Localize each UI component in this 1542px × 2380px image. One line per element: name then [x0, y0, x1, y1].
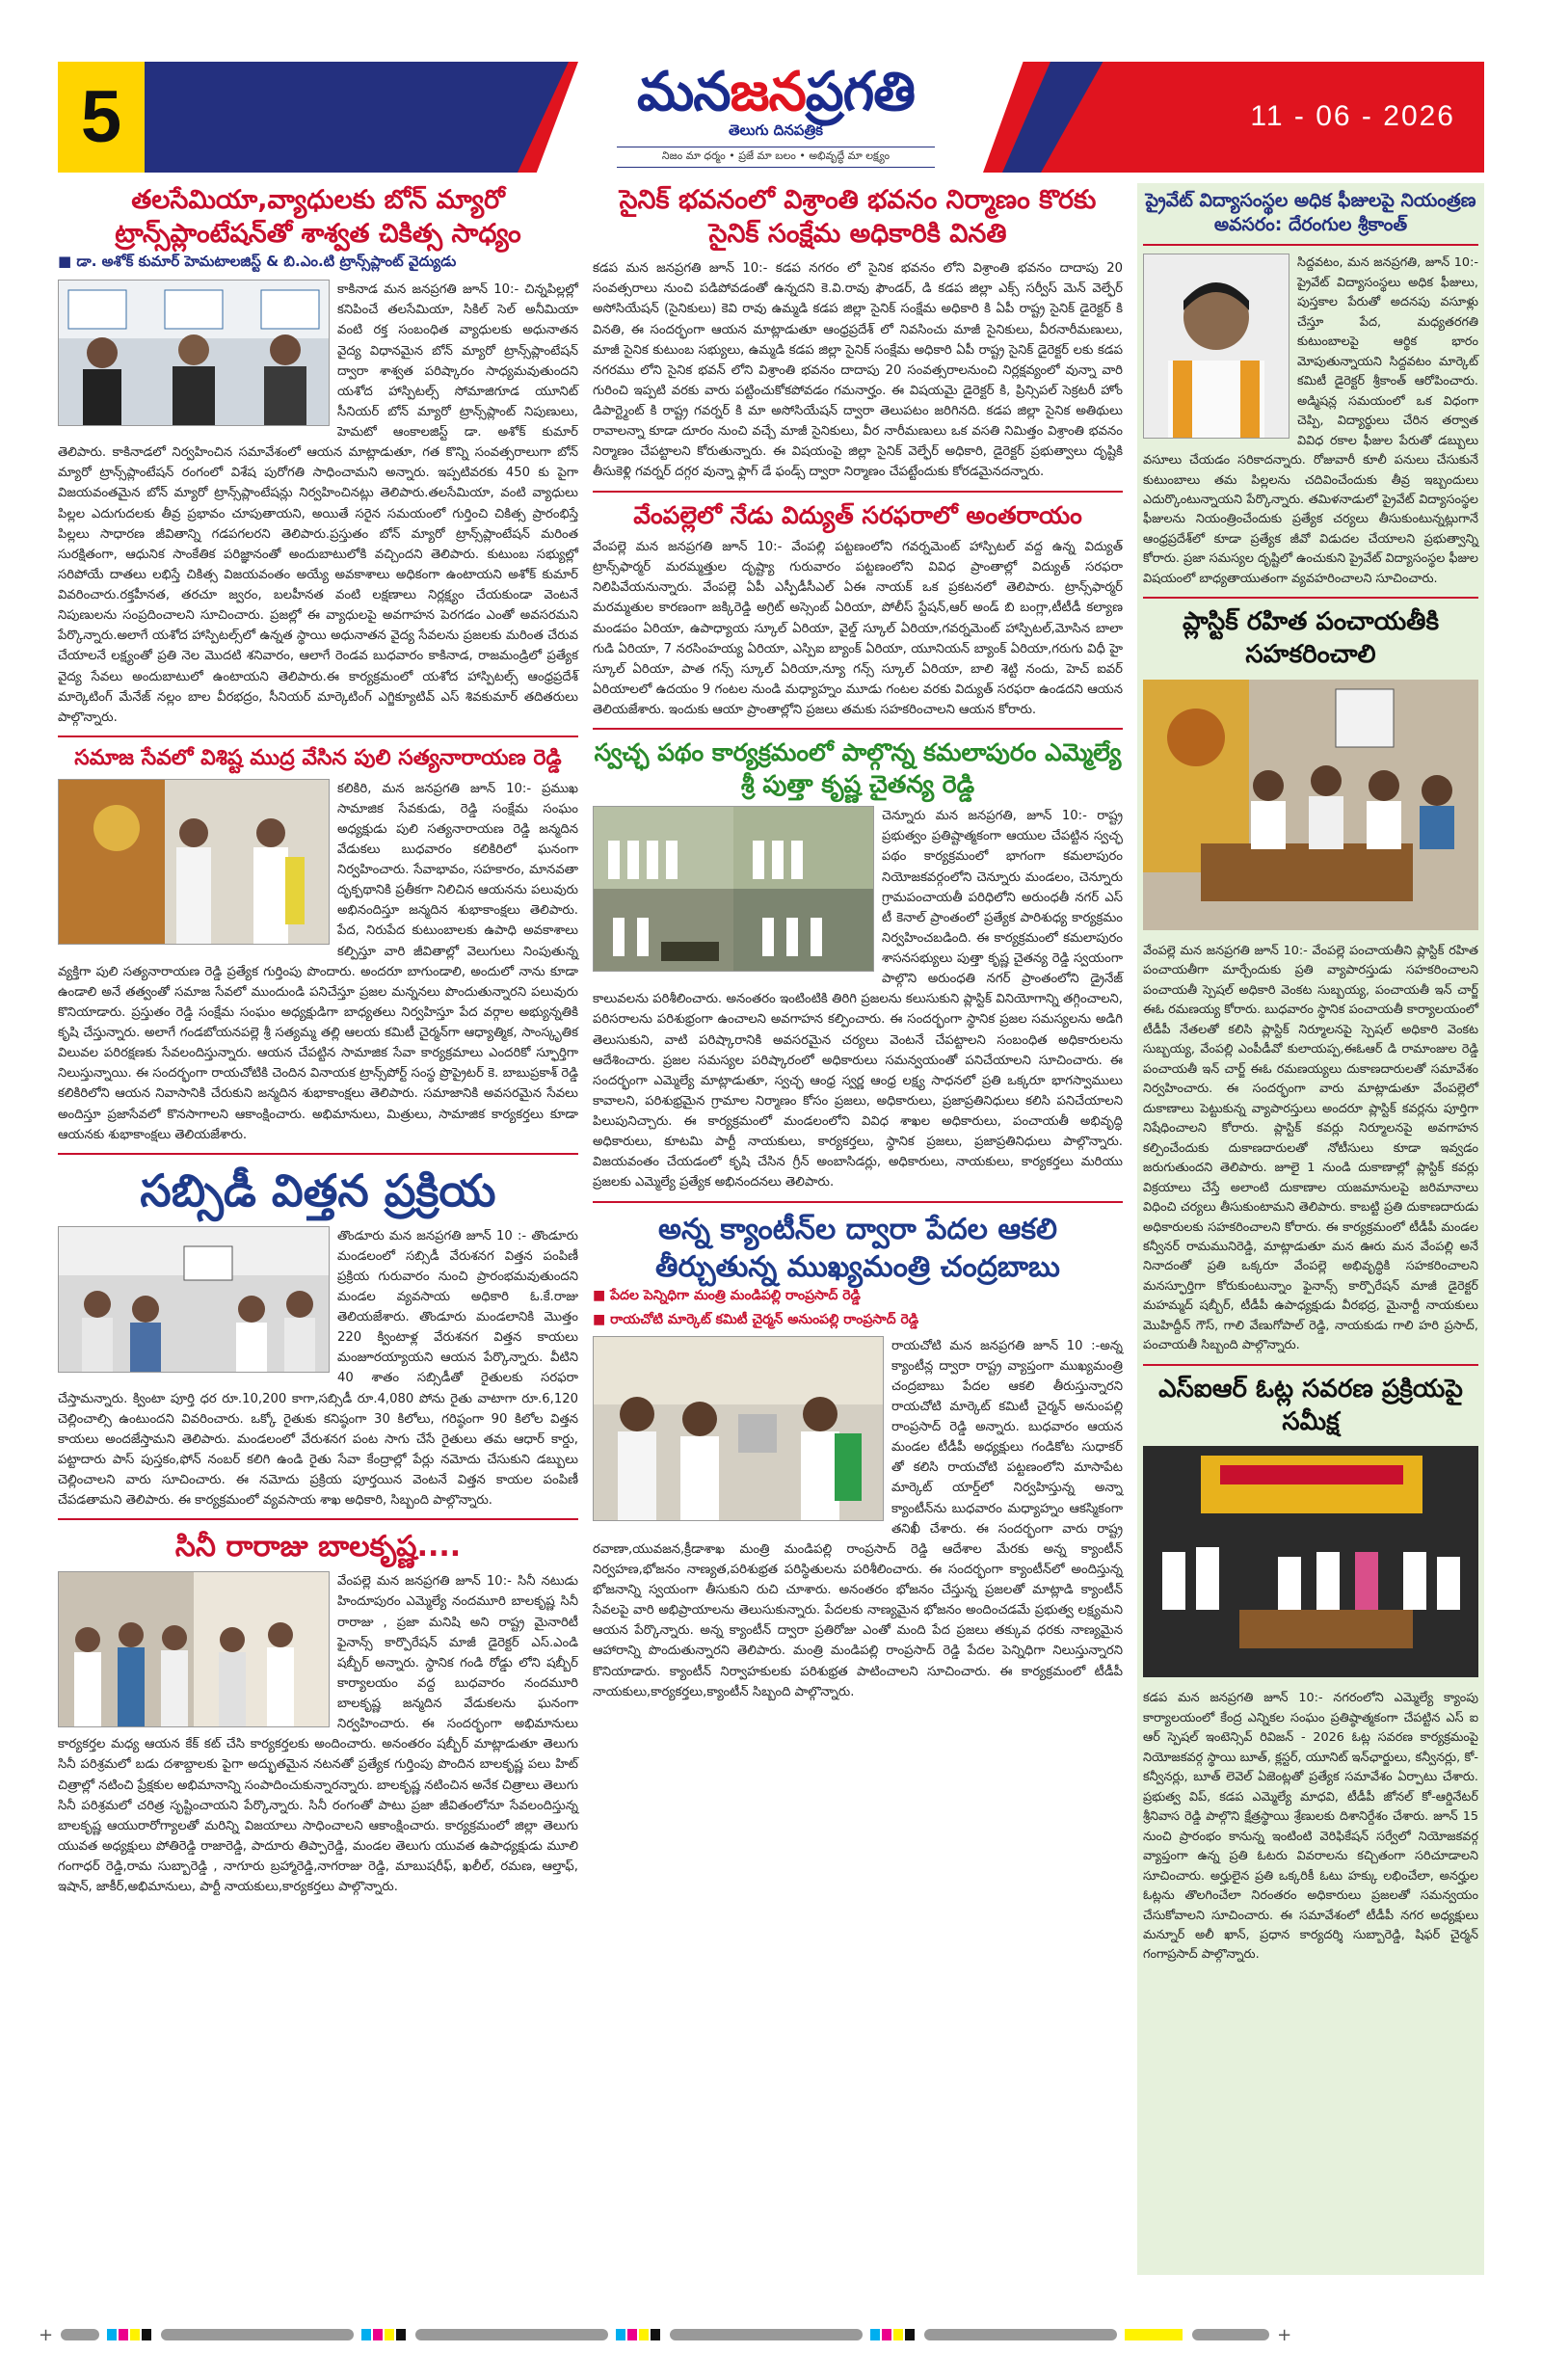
- headline-sainik: సైనిక్ భవనంలో విశ్రాంతి భవనం నిర్మాణం కొరకు సైనిక్ సంక్షేమ అధికారికి వినతి: [619, 185, 1097, 250]
- article-body-anna-canteen: రాయచోటి మన జనప్రగతి జూన్ 10 :-అన్న క్యాంటీన్ల ద్వారా రాష్ట్ర వ్యాప్తంగా ముఖ్యమంత్రి చంద్రబాబు పేదల ఆకలి తీరుస్తున్నారని రాయచోటి మార్కెట్ కమిటీ చైర్మన్ అనుంపల్లి రాంప్రసాద్ రెడ్డి అన్నారు. బుధవారం ఆయన మండల టీడీపీ అధ్యక్షులు గండికోట సుధాకర్ తో కలిసి రాయచోటి పట్టణంలోని మాసాపేట మార్కెట్ యార్డ్‌లో నిర్వహిస్తున్న అన్నా క్యాంటీన్‌ను బుధవారం మధ్యాహ్నం ఆకస్మికంగా తనిఖీ చేశారు. ఈ సందర్భంగా వారు రాష్ట్ర రవాణా,యువజన,క్రీడాశాఖ మంత్రి మండిపల్లి రాంప్రసాద్ రెడ్డి ఆదేశాల మేరకు అన్న క్యాంటీన్ నిర్వహణ,భోజనం నాణ్యత,పరిశుభ్రత పరిస్థితులను పరిశీలించారు. ఈ సందర్భంగా క్యాంటీన్‌లో అందిస్తున్న భోజనాన్ని స్వయంగా తీసుకుని రుచి చూశారు. అనంతరం భోజనం చేస్తున్న ప్రజలతో మాట్లాడి క్యాంటీన్ సేవలపై వారి అభిప్రాయాలను తెలుసుకున్నారు. పేదలకు నాణ్యమైన భోజనం అందించడమే ప్రభుత్వ లక్ష్యమని ఆయన పేర్కొన్నారు. అన్న క్యాంటీన్ ద్వారా ప్రతిరోజు ఎంతో మంది పేద ప్రజలు తక్కువ ధరకు నాణ్యమైన ఆహారాన్ని పొందుతున్నారని తెలిపారు. మంత్రి మండిపల్లి రాంప్రసాద్ రెడ్డి పేదల పెన్నిధిగా నిలుస్తున్నారని కొనియాడారు. క్యాంటీన్ నిర్వాహకులకు పరిశుభ్రత పాటించాలని సూచించారు. ఈ కార్యక్రమంలో టీడీపీ నాయకులు,కార్యకర్తలు,క్యాంటీన్ సిబ్బంది పాల్గొన్నారు.: [593, 1338, 1123, 1699]
- divider: [1143, 1364, 1478, 1366]
- headline-plastic: ప్లాస్టిక్ రహిత పంచాయతీకి సహకరించాలి: [1182, 607, 1440, 670]
- article-bone-marrow: [58, 280, 578, 728]
- article-swachh: [593, 806, 1123, 1192]
- magenta-swatch: [373, 2329, 383, 2340]
- gray-bar: [924, 2329, 1117, 2340]
- gray-bar: [61, 2329, 99, 2340]
- article-puli: [58, 779, 578, 1145]
- registration-cross-icon: +: [1277, 2324, 1292, 2345]
- canteen-inspection-photo: [593, 1336, 884, 1521]
- article-fees: [1143, 254, 1478, 589]
- press-meet-photo: [58, 280, 330, 426]
- gray-bar: [415, 2329, 608, 2340]
- cyan-swatch: [616, 2329, 625, 2340]
- yellow-swatch: [639, 2329, 649, 2340]
- print-registration-strip: [39, 2324, 1503, 2345]
- magenta-swatch: [627, 2329, 637, 2340]
- anna-canteen-bullet-1: ■ పేదల పెన్నిధిగా మంత్రి మండిపల్లి రాంప్రసాద్ రెడ్డి: [593, 1287, 861, 1303]
- headline-swachh: స్వచ్ఛ పథం కార్యక్రమంలో పాల్గొన్న కమలాపురం ఎమ్మెల్యే శ్రీ పుత్తా కృష్ణ చైతన్య రెడ్డి: [594, 738, 1122, 798]
- yellow-swatch: [385, 2329, 394, 2340]
- article-body-balakrishna: వేంపల్లె మన జనప్రగతి జూన్ 10:- సినీ నటుడు హిందూపురం ఎమ్మెల్యే నందమూరి బాలకృష్ణ సినీ రారాజు , ప్రజా మనిషి అని రాష్ట్ర మైనారిటీ ఫైనాన్స్ కార్పొరేషన్ మాజీ డైరెక్టర్ ఎస్.ఎండి షబ్బీర్ అన్నారు. స్థానిక గండి రోడ్డు లోని షబ్బీర్ కార్యాలయం వద్ద బుధవారం నందమూరి బాలకృష్ణ జన్మదిన వేడుకలను ఘనంగా నిర్వహించారు. ఈ సందర్భంగా అభిమానులు కార్యకర్తల మధ్య ఆయన కేక్ కట్ చేసి కార్యకర్తలకు అందించారు. అనంతరం షబ్బీర్ మాట్లాడుతూ తెలుగు సినీ పరిశ్రమలో బడు దశాబ్దాలకు పైగా అద్భుతమైన నటనతో ప్రత్యేక గుర్తింపు పొందిన బాలకృష్ణ పలు హిట్ చిత్రాల్లో నటించి ప్రేక్షకుల అభిమానాన్ని సంపాదించుకున్నారన్నారు. బాలకృష్ణ నటించిన అనేక చిత్రాలు తెలుగు సినీ పరిశ్రమలో చరిత్ర సృష్టించాయని పేర్కొన్నారు. సినీ రంగంతో పాటు ప్రజా జీవితంలోనూ సేవలందిస్తున్న బాలకృష్ణ ఆయురారోగ్యాలతో మరిన్ని విజయాలు సాధించాలని ఆకాంక్షించారు. కార్యక్రమంలో జిల్లా తెలుగు యువత అధ్యక్షులు పోతిరెడ్డి రాజారెడ్డి, పాదూరు తిప్పారెడ్డి, మండల తెలుగు యువత ఉపాధ్యక్షుడు మూలి గంగాధర్ రెడ్డి,రామ సుబ్బారెడ్డి , నాగూరు బ్రహ్మారెడ్డి,నాగరాజు రెడ్డి, మాబుషరీఫ్, ఖలీల్, రమణ, ఆల్తాఫ్, ఇషాన్, జాకీర్,అభిమానులు, పార్టీ నాయకులు,కార్యకర్తలు పాల్గొన్నారు.: [58, 1574, 578, 1895]
- yellow-swatch: [1125, 2329, 1183, 2340]
- article-body-subsidy: తొండూరు మన జనప్రగతి జూన్ 10 :- తొండూరు మండలంలో సబ్సిడీ వేరుశనగ విత్తన పంపిణీ ప్రక్రియ గురువారం నుంచి ప్రారంభమవుతుందని మండల వ్యవసాయ అధికారి ఓ.కే.రాజు తెలియజేశారు. తొండూరు మండలానికి మొత్తం 220 క్వింటాళ్ల వేరుశనగ విత్తన కాయలు మంజూరయ్యాయని ఆయన పేర్కొన్నారు. వీటిని 40 శాతం సబ్సిడీతో రైతులకు సరఫరా చేస్తామన్నారు. క్వింటా పూర్తి ధర రూ.10,200 కాగా,సబ్సిడీ రూ.4,080 పోను రైతు వాటాగా రూ.6,120 చెల్లించాల్సి ఉంటుందని వివరించారు. ఒక్కో రైతుకు కనిష్ఠంగా 30 కిలోలు, గరిష్ఠంగా 90 కిలోల విత్తన కాయలు అందజేస్తామని తెలిపారు. మండలంలో వేరుశనగ పంట సాగు చేసే రైతులు తమ ఆధార్ కార్డు, పట్టాదారు పాస్ పుస్తకం,ఫోన్ నంబర్ కలిగి ఉండి రైతు సేవా కేంద్రాల్లో పేర్లు నమోదు చేసుకుని డబ్బులు చెల్లించాలని వారు సూచించారు. ఈ నమోదు ప్రక్రియ పూర్తయిన వెంటనే విత్తన కాయల పంపిణీ చేపడతామని తెలిపారు. ఈ కార్యక్రమంలో వ్యవసాయ శాఖ అధికారి, సిబ్బంది పాల్గొన్నారు.: [58, 1228, 578, 1509]
- headline-balakrishna: సినీ రారాజు బాలకృష్ణ....: [174, 1530, 462, 1564]
- headline-sir: ఎస్ఐఆర్ ఓట్ల సవరణ ప్రక్రియపై సమీక్ష: [1158, 1374, 1463, 1436]
- logo-title-part2: జన: [730, 60, 806, 123]
- article-subsidy: [58, 1226, 578, 1511]
- divider: [593, 1201, 1123, 1203]
- logo-title-part3: ప్రగతి: [805, 60, 916, 123]
- magenta-swatch: [882, 2329, 891, 2340]
- black-swatch: [905, 2329, 915, 2340]
- gray-bar: [1192, 2329, 1269, 2340]
- plastic-meeting-photo: [1143, 680, 1478, 930]
- masthead-banner: [58, 62, 1484, 173]
- sir-meeting-photo-wrap: [1143, 1446, 1478, 1681]
- newspaper-logo: [593, 58, 959, 174]
- anna-canteen-bullet-2: ■ రాయచోటి మార్కెట్ కమిటీ చైర్మన్ అనుంపల్లి రాంప్రసాద్ రెడ్డి: [593, 1311, 919, 1327]
- logo-subtitle: తెలుగు దినపత్రిక: [729, 121, 823, 139]
- article-body-plastic: వేంపల్లె మన జనప్రగతి జూన్ 10:- వేంపల్లె పంచాయతీని ప్లాస్టిక్ రహిత పంచాయతీగా మార్చేందుకు ప్రతి వ్యాపారస్తుడు సహకరించాలని పంచాయతీ స్పెషల్ అధికారి వెంకట సుబ్బయ్య, పంచాయతీ ఇన్ చార్జ్ ఈఓ రమణయ్య కోరారు. బుధవారం స్థానిక పంచాయతీ కార్యాలయంలో టీడీపీ నేతలతో కలిసి ప్లాస్టిక్ నిర్మూలనపై స్పెషల్ అధికారి వెంకట సుబ్బయ్య, వేంపల్లి ఎంపీడీవో కులాయప్ప,ఈఓఆర్ డి రామాంజుల రెడ్డి పంచాయతీ ఇన్ చార్జ్ ఈఓ రమణయ్యలు దుకాణదారులతో సమావేశం నిర్వహించారు. ఈ సందర్భంగా వారు మాట్లాడుతూ వేంపల్లెలో దుకాణాలు పెట్టుకున్న వ్యాపారస్తులు అందరూ ప్లాస్టిక్ కవర్లను పూర్తిగా నిషేధించాలని కోరారు. ప్లాస్టిక్ కవర్లు నిర్మూలనపై అవగాహన కల్పించేందుకు దుకాణదారులతో నోటీసులు కూడా ఇవ్వడం జరుగుతుందని తెలిపారు. జూలై 1 నుండి దుకాణాల్లో ప్లాస్టిక్ కవర్లు విక్రయాలు చేస్తే అలాంటి దుకాణాల యజమానులపై జరిమానాలు విధించి చర్యలు తీసుకుంటామని తెలిపారు. కాబట్టి ప్రతి దుకాణదారుడు అధికారులకు సహకరించాలని కోరారు. ఈ కార్యక్రమంలో టీడీపీ మండల కన్వీనర్ రామమునిరెడ్డి, మాట్లాడుతూ మన ఊరు మన వేంపల్లి అనే నినాదంతో ప్రతి ఒక్కరూ వేంపల్లె అభివృద్ధికి సహకరించాలని మనస్ఫూర్తిగా కోరుకుంటున్నాం ఫైనాన్స్ కార్పొరేషన్ మాజీ డైరెక్టర్ మహమ్మద్ షబ్బీర్, టీడీపీ ఉపాధ్యక్షుడు వీరభద్ర, మైనార్టీ నాయకులు మొహిద్దీన్ గౌస్, గాలి వేణుగోపాల్ రెడ్డి, నాయకుడు గాలి హరి ప్రసాద్, పంచాయతీ సిబ్బంది పాల్గొన్నారు.: [1143, 943, 1478, 1353]
- article-body-puli: కలికిరి, మన జనప్రగతి జూన్ 10:- ప్రముఖ సామాజిక సేవకుడు, రెడ్డి సంక్షేమ సంఘం అధ్యక్షుడు పులి సత్యనారాయణ రెడ్డి జన్మదిన వేడుకలు బుధవారం కలికిరిలో ఘనంగా నిర్వహించారు. సేవాభావం, సహకారం, మానవతా దృక్పథానికి ప్రతీకగా నిలిచిన ఆయనను పలువురు అభినందిస్తూ జన్మదిన శుభాకాంక్షలు తెలిపారు. పేద, నిరుపేద కుటుంబాలకు ఉపాధి అవకాశాలు కల్పిస్తూ వారి జీవితాల్లో వెలుగులు నింపుతున్న వ్యక్తిగా పులి సత్యనారాయణ రెడ్డి ప్రత్యేక గుర్తింపు పొందారు. అందరూ బాగుండాలి, అందులో నాను కూడా ఉండాలి అనే తత్వంతో సమాజ సేవలో ముందుండి పనిచేస్తూ ప్రజల మన్ననలు పొందుతున్నారని పలువురు కొనియాడారు. ప్రస్తుతం రెడ్డి సంక్షేమ సంఘం అధ్యక్షుడిగా బాధ్యతలు నిర్వహిస్తూ పేద వర్గాల అభ్యున్నతికి కృషి చేస్తున్నారు. అలాగే గండబోయనపల్లె శ్రీ సత్యమ్మ తల్లి ఆలయ కమిటీ చైర్మన్‌గా ఆధ్యాత్మిక, సాంస్కృతిక విలువల పరిరక్షణకు సేవలందిస్తున్నారు. ఆయన చేపట్టిన సామాజిక సేవా కార్యక్రమాలు ఎందరికో స్ఫూర్తిగా నిలుస్తున్నాయి. ఈ సందర్భంగా రాయచోటికి చెందిన వినాయక ట్రాన్స్‌పోర్ట్ సంస్థ ప్రొప్రైటర్ కె. బాబుప్రకాశ్ రెడ్డి కలికిరిలోని ఆయన నివాసానికి చేరుకుని జన్మదిన శుభాకాంక్షలు తెలిపారు. సమాజానికి అవసరమైన సేవలు అందిస్తూ ప్రజాసేవలో కొనసాగాలని ఆకాంక్షించారు. అభిమానులు, మిత్రులు, సామాజిక కార్యకర్తలు కూడా ఆయనకు శుభాకాంక్షలు తెలియజేశారు.: [58, 781, 578, 1142]
- logo-title: [593, 58, 959, 125]
- article-anna-canteen: [593, 1336, 1123, 1702]
- gray-bar: [161, 2329, 354, 2340]
- column-middle: [593, 183, 1123, 1702]
- magenta-swatch: [119, 2329, 128, 2340]
- divider: [1143, 597, 1478, 599]
- page-number-box: [58, 62, 145, 173]
- sir-meeting-photo: [1143, 1446, 1478, 1677]
- headline-fees: ప్రైవేట్ విద్యాసంస్థల అధిక ఫీజులపై నియంత్రణ అవసరం: దేరంగుల శ్రీకాంత్: [1145, 190, 1476, 235]
- article-body-sainik: కడప మన జనప్రగతి జూన్ 10:- కడప నగరం లో సైనిక భవనం లోని విశ్రాంతి భవనం దాదాపు 20 సంవత్సరాలు నుంచి పడిపోవడంతో ఉన్నదని కె.వి.రావు ఫౌండర్, డి కడప జిల్లా ఎక్స్ సర్వీస్ మెన్ వెల్ఫేర్ అసోసియేషన్ (సైనికులు) కెవి రావు ఉమ్మడి కడప జిల్లా సైనిక్ సంక్షేమ అధికారి కి ఏపీ రాష్ట్ర సైనిక్ డైరెక్టర్ కి వినతి, ఈ సందర్భంగా ఆయన మాట్లాడుతూ ఆంధ్రప్రదేశ్ లో నివసించు మాజీ సైనికులు, వీరనారీమణులు, మాజీ సైనిక కుటుంబ సభ్యులు, ఉమ్మడి కడప జిల్లా సైనిక్ సంక్షేమ అధికారి ఏపీ రాష్ట్ర సైనిక్ డైరెక్టర్ లకు కడప నగరము లోని సైనిక భవన్ లోని విశ్రాంతి భవనం దాదాపు 20 సంవత్సరాలనుంచి నిర్లక్షవ్యంలో వున్నా వారి గురించి ఇప్పటి వరకు వారు పట్టించుకోకపోవడం గమనార్హం. ఈ విషయమై డైరెక్టర్ కి, ప్రిన్సిపల్ సెక్రటరీ హోం డిపార్ట్మెంట్ కి రాష్ట్ర గవర్నర్ కి మా అసోసియేషన్ ద్వారా తెలుపటం జరిగినది. కడప జిల్లా సైనిక అతిథులు రావాలన్నా కూడా దూరం నుంచి వచ్చే మాజీ సైనికులు, వీర నారీమణులు ఒక వసతి నిమిత్తం విశ్రాంతి భవనం నిర్మాణం చేపట్టాలని కోరుతున్నారు. ఈ విషయంపై జిల్లా సైనిక్ వెల్ఫేర్ అధికారి, డైరెక్టర్ ప్రభుత్వాలు దృష్టికి తీసుకెళ్లి గవర్నర్ దగ్గర వున్నా ఫ్లాగ్ డే ఫండ్స్ ద్వారా నిర్మాణం చేపట్టేందుకు కోరడమైనదన్నారు.: [593, 261, 1123, 480]
- logo-title-part1: మన: [636, 60, 731, 123]
- cake-cutting-photo: [58, 1571, 330, 1727]
- article-body-sir: కడప మన జనప్రగతి జూన్ 10:- నగరంలోని ఎమ్మెల్యే క్యాంపు కార్యాలయంలో కేంద్ర ఎన్నికల సంఘం ప్రతిష్ఠాత్మకంగా చేపట్టిన ఎస్ ఐ ఆర్ స్పెషల్ ఇంటెన్సివ్ రివిజన్ - 2026 ఓట్ల సవరణ కార్యక్రమంపై నియోజకవర్గ స్థాయి బూత్, క్లస్టర్, యూనిట్ ఇన్‌ఛార్జులు, కన్వీనర్లు, కో-కన్వీనర్లు, బూత్ లెవెల్ ఏజెంట్లతో ప్రత్యేక సమావేశం ఏర్పాటు చేశారు. ప్రభుత్వ విప్, కడప ఎమ్మెల్యే మాధవి, టీడీపీ జోనల్ కో-ఆర్డినేటర్ శ్రీనివాస రెడ్డి పాల్గొని క్షేత్రస్థాయి శ్రేణులకు దిశానిర్దేశం చేశారు. జూన్ 15 నుంచి ప్రారంభం కానున్న ఇంటింటి వెరిఫికేషన్ సర్వేలో నియోజకవర్గ వ్యాప్తంగా ఉన్న ప్రతి ఓటరు వివరాలను కచ్చితంగా సరిచూడాలని సూచించారు. అర్హులైన ప్రతి ఒక్కరికీ ఓటు హక్కు లభించేలా, అనర్హుల ఓట్లను తొలగించేలా నిరంతరం అధికారులు ప్రజలతో సమన్వయం చేసుకోవాలని సూచించారు. ఈ సమావేశంలో టీడీపీ నగర అధ్యక్షులు మన్నూర్ అలీ ఖాన్, ప్రధాన కార్యదర్శి సుబ్బారెడ్డి, షిఫర్ చైర్మన్ గంగాప్రసాద్ పాల్గొన్నారు.: [1143, 1691, 1478, 1963]
- divider: [58, 1153, 578, 1155]
- headline-puli: సమాజ సేవలో విశిష్ట ముద్ర వేసిన పులి సత్యనారాయణ రెడ్డి: [74, 745, 562, 770]
- byline-bone-marrow: ■ డా. అశోక్ కుమార్ హెమటాలజిస్ట్ & బి.ఎం.టి ట్రాన్స్‌ప్లాంట్ వైద్యుడు: [58, 253, 457, 271]
- registration-cross-icon: +: [39, 2324, 54, 2345]
- black-swatch: [651, 2329, 660, 2340]
- farmers-meeting-photo: [58, 1226, 330, 1373]
- yellow-swatch: [893, 2329, 903, 2340]
- article-balakrishna: [58, 1571, 578, 1897]
- cyan-swatch: [107, 2329, 117, 2340]
- birthday-felicitation-photo: [58, 779, 330, 945]
- divider: [58, 1518, 578, 1520]
- issue-date: 11 - 06 - 2026: [1250, 100, 1455, 132]
- article-body-bone-marrow: కాకినాడ మన జనప్రగతి జూన్ 10:- చిన్నపిల్లల్లో కనిపించే తలసేమియా, సికిల్ సెల్ అనీమియా వంటి రక్త సంబంధిత వ్యాధులకు అధునాతన వైద్య విధానమైన బోన్ మ్యారో ట్రాన్స్‌ప్లాంటేషన్ ద్వారా శాశ్వత పరిష్కారం సాధ్యమవుతుందని యశోద హాస్పిటల్స్ సోమాజిగూడ యూనిట్ సీనియర్ బోన్ మ్యారో ట్రాన్స్‌ప్లాంట్ నిపుణులు, హెమటో ఆంకాలజిస్ట్ డా. అశోక్ కుమార్ తెలిపారు. కాకినాడలో నిర్వహించిన సమావేశంలో ఆయన మాట్లాడుతూ, గత కొన్ని సంవత్సరాలుగా బోన్ మ్యారో ట్రాన్స్‌ప్లాంటేషన్ రంగంలో విశేష పురోగతి సాధించామని అన్నారు. ఇప్పటివరకు 450 కు పైగా విజయవంతమైన బోన్ మ్యారో ట్రాన్స్‌ప్లాంటేషన్లు నిర్వహించినట్లు తెలిపారు.తలసేమియా, వంటి వ్యాధులు పిల్లల ఎదుగుదలకు తీవ్ర ప్రభావం చూపుతాయని, అయితే సరైన సమయంలో గుర్తించి చికిత్స ప్రారంభిస్తే పిల్లలు సాధారణ జీవితాన్ని గడపగలరని తెలిపారు.ప్రస్తుతం బోన్ మ్యారో ట్రాన్స్‌ప్లాంటేషన్ మరింత సురక్షితంగా, ఆధునిక సాంకేతిక పరిజ్ఞానంతో అందుబాటులోకి వచ్చిందని తెలిపారు. కుటుంబ సభ్యుల్లో సరిపోయే దాతలు లభిస్తే చికిత్స విజయవంతం అయ్యే అవకాశాలు అధికంగా ఉంటాయని అశోక్ కుమార్ వివరించారు.రక్తహీనత, తరచూ జ్వరం, బలహీనత వంటి లక్షణాలు నిర్లక్ష్యం చేయకుండా వెంటనే నిపుణులను సంప్రదించాలని సూచించారు. ప్రజల్లో ఈ వ్యాధులపై అవగాహన పెరగడం ఎంతో అవసరమని పేర్కొన్నారు.అలాగే యశోద హాస్పిటల్స్‌లో ఉన్నత స్థాయి అధునాతన వైద్య సేవలను ప్రజలకు మరింత చేరువ చేయాలనే లక్ష్యంతో ప్రతి నెల మొదటి శనివారం, ఆలాగే రెండవ బుధవారం కాకినాడ, రాజమండ్రిలో ప్రత్యేక వైద్య సేవలు అందుబాటులో ఉంటాయని తెలిపారు.ఈ కార్యక్రమంలో యశోద హాస్పిటల్స్ ఆంధ్రప్రదేశ్ మార్కెటింగ్ మేనేజ్ నల్లం బాల వీరభద్రం, సీనియర్ మార్కెటింగ్ ఎగ్జిక్యూటివ్ ఎస్ శివకుమార్ తదితరులు పాల్గొన్నారు.: [58, 282, 578, 725]
- divider: [58, 735, 578, 737]
- headline-power: వేంపల్లెలో నేడు విద్యుత్ సరఫరాలో అంతరాయం: [633, 500, 1082, 529]
- page-number: 5: [80, 76, 122, 158]
- column-right-sidebar: [1137, 183, 1484, 2275]
- cyan-swatch: [870, 2329, 880, 2340]
- article-body-fees: సిద్దవటం, మన జనప్రగతి, జూన్ 10:- ప్రైవేట్ విద్యాసంస్థలు అధిక ఫీజులు, పుస్తకాల పేరుతో అదనపు వసూళ్లు చేస్తూ పేద, మధ్యతరగతి కుటుంబాలపై ఆర్థిక భారం మోపుతున్నాయని సిద్దవటం మార్కెట్ కమిటీ డైరెక్టర్ శ్రీకాంత్ ఆరోపించారు. అడ్మిషన్ల సమయంలో ఒక విధంగా చెప్పి, విద్యార్థులు చేరిన తర్వాత వివిధ రకాల ఫీజుల పేరుతో డబ్బులు వసూలు చేయడం సరికాదన్నారు. రోజువారీ కూలీ పనులు చేసుకునే కుటుంబాలు తమ పిల్లలను చదివించేందుకు తీవ్ర ఇబ్బందులు ఎదుర్కొంటున్నాయని పేర్కొన్నారు. తమిళనాడులో ప్రైవేట్ విద్యాసంస్థల ఫీజులను నియంత్రించేందుకు ప్రత్యేక చర్యలు తీసుకుంటున్నట్లుగానే ఆంధ్రప్రదేశ్‌లో కూడా ప్రత్యేక జీవో విడుదల చేయాలని ప్రభుత్వాన్ని కోరారు. ప్రజా సమస్యల దృష్టిలో ఉంచుకుని ప్రైవేట్ విద్యాసంస్థల ఫీజుల విషయంలో బాధ్యతాయుతంగా వ్యవహరించాలని సూచించారు.: [1143, 255, 1478, 586]
- srikanth-portrait: [1143, 254, 1289, 439]
- headline-subsidy: సబ్సిడీ విత్తన ప్రక్రియ: [140, 1163, 496, 1217]
- article-body-power: వేంపల్లె మన జనప్రగతి జూన్ 10:- వేంపల్లి పట్టణంలోని గవర్నమెంట్ హాస్పిటల్ వద్ద ఉన్న విద్యుత్ ట్రాన్స్‌ఫార్మర్ మరమ్మత్తుల దృష్ట్యా గురువారం పట్టణంలోని వివిధ ప్రాంతాల్లో విద్యుత్ సరఫరా నిలిపివేయనున్నారు. వేంపల్లె ఏపీ ఎస్పీడీసీఎల్ ఏఈ నాయక్ ఒక ప్రకటనలో తెలిపారు. ట్రాన్స్‌ఫార్మర్ మరమ్మతుల కారణంగా జక్కిరెడ్డి అగ్రిట్ అస్సెంబ్ ఏరియా, పోలీస్ స్టేషన్,ఆర్ అండ్ బి బంగ్లా,టీటీడీ కల్యాణ మండపం ఏరియా, ఉపాధ్యాయ స్కూల్ ఏరియా, వైల్డ్ స్కూల్ ఏరియా,గవర్నమెంట్ హాస్పిటల్,మోసిన బాలా గుడి ఏరియా, 7 నరసింహయ్య ఏరియా, ఎస్పిఐ బ్యాంక్ ఏరియా, యూనియన్ బ్యాంక్ ఏరియా,గరుగు విధీ హై స్కూల్ ఏరియా, పాత గన్స్ స్కూల్ ఏరియా,న్యూ గన్స్ స్కూల్ ఏరియా, బాలి శెట్టి నందు, హెచ్ ఐవర్ ఏరియాలలో ఉదయం 9 గంటల నుండి మధ్యాహ్నం మూడు గంటల వరకు విద్యుత్ సరఫరా ఉండదని ఆయన తెలియజేశారు. ఇందుకు ఆయా ప్రాంతాల్లోని ప్రజలు తమకు సహకరించాలని ఆయన కోరారు.: [593, 540, 1123, 718]
- divider: [593, 491, 1123, 493]
- yellow-swatch: [130, 2329, 140, 2340]
- black-swatch: [142, 2329, 151, 2340]
- divider: [593, 728, 1123, 730]
- plastic-meeting-photo-wrap: [1143, 680, 1478, 934]
- logo-tagline: నిజం మా ధర్మం • ప్రజే మా బలం • అభివృద్ధే మా లక్ష్యం: [617, 147, 935, 168]
- column-left: [58, 183, 578, 1897]
- divider: [1143, 244, 1478, 246]
- gray-bar: [670, 2329, 863, 2340]
- headline-anna-canteen: అన్న క్యాంటీన్‌ల ద్వారా పేదల ఆకలి తీర్చుతున్న ముఖ్యమంత్రి చంద్రబాబు: [655, 1212, 1060, 1284]
- black-swatch: [396, 2329, 406, 2340]
- cyan-swatch: [361, 2329, 371, 2340]
- headline-bone-marrow: తలసేమియా,వ్యాధులకు బోన్ మ్యారో ట్రాన్స్‌ప్లాంటేషన్‌తో శాశ్వత చికిత్స సాధ్యం: [115, 185, 521, 250]
- cleanliness-drive-photo: [593, 806, 874, 972]
- article-body-swachh: చెన్నూరు మన జనప్రగతి, జూన్ 10:- రాష్ట్ర ప్రభుత్వం ప్రతిష్టాత్మకంగా ఆయుల చేపట్టిన స్వచ్ఛ పథం కార్యక్రమంలో భాగంగా కమలాపురం నియోజకవర్గంలోని చెన్నూరు మండలం, చెన్నూరు గ్రామపంచాయతీ పరిధిలోని అరుంధతీ నగర్ ఎస్ టీ కెనాల్ ప్రాంతంలో ప్రత్యేక పారిశుధ్య కార్యక్రమం నిర్వహించబడింది. ఈ కార్యక్రమంలో కమలాపురం శాసనసభ్యులు పుత్తా కృష్ణ చైతన్య రెడ్డి స్వయంగా పాల్గొని అరుంధతి నగర్ ప్రాంతంలోని డ్రైనేజ్ కాలువలను పరిశీలించారు. అనంతరం ఇంటింటికి తిరిగి ప్రజలను కలుసుకుని ప్లాస్టిక్ వినియోగాన్ని తగ్గించాలని, పరిసరాలను పరిశుభ్రంగా ఉంచాలని అవగాహన కల్పించారు. ఈ సందర్భంగా స్థానిక ప్రజల సమస్యలను అడిగి తెలుసుకుని, వాటి పరిష్కారానికి అవసరమైన చర్యలు వెంటనే చేపట్టాలని సంబంధిత అధికారులను ఆదేశించారు. ప్రజల సమస్యల పరిష్కారంలో అధికారులు సమన్వయంతో పనిచేయాలని సూచించారు. ఈ సందర్భంగా ఎమ్మెల్యే మాట్లాడుతూ, స్వచ్ఛ ఆంధ్ర స్వర్ణ ఆంధ్ర లక్ష్య సాధనలో ప్రతి ఒక్కరూ భాగస్వాములు కావాలని, పరిశుభ్రమైన గ్రామాల నిర్మాణం కోసం ప్రజలు, అధికారులు, ప్రజాప్రతినిధులు కలిసి పనిచేయాలని పిలుపునిచ్చారు. ఈ కార్యక్రమంలో మండలంలోని వివిధ శాఖల అధికారులు, పంచాయతీ అభివృద్ధి అధికారులు, కూటమి పార్టీ నాయకులు, కార్యకర్తలు, స్థానిక ప్రజలు, ప్రజాప్రతినిధులు పాల్గొన్నారు. విజయవంతం చేయడంలో కృషి చేసిన గ్రీన్ అంబాసిడర్లు, అధికారులు, నాయకులు, కార్యకర్తలు మరియు ప్రజలకు ఎమ్మెల్యే ప్రత్యేక అభినందనలు తెలిపారు.: [593, 809, 1123, 1190]
